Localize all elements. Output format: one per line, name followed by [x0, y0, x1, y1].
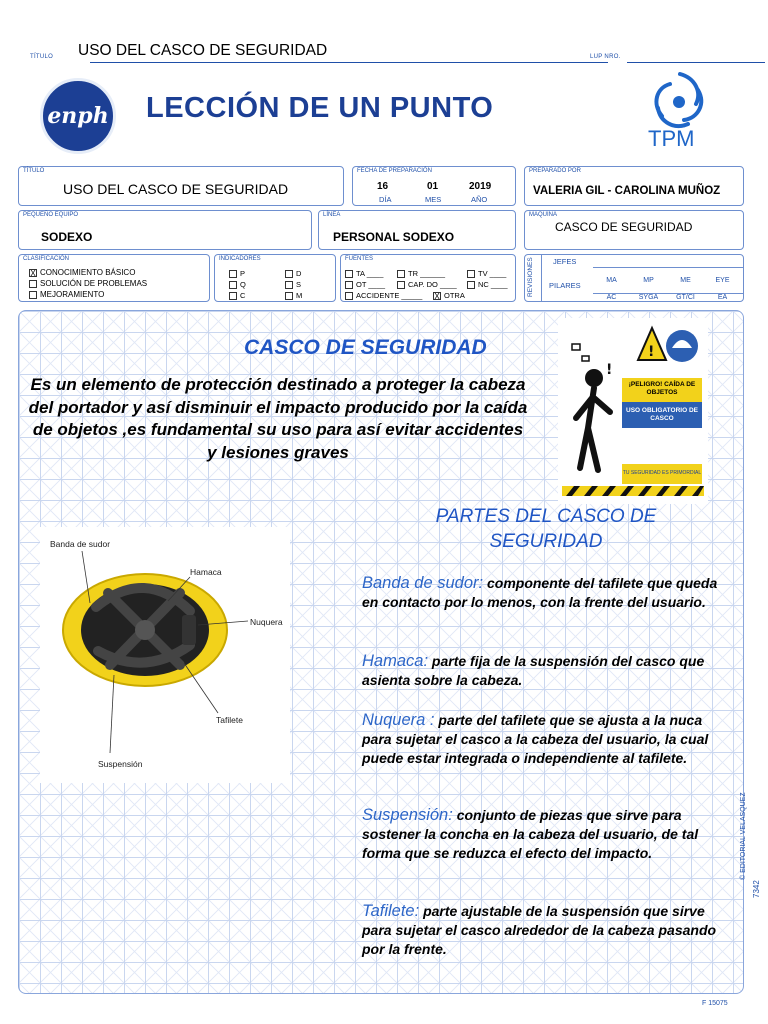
- fuentes-grid: TA ____ TR ______ TV ____ OT ____ CAP. DO ____ NC ____ ACCIDENTE _____ X OTRA: [345, 268, 515, 301]
- fuentes-label: FUENTES: [345, 256, 374, 262]
- fecha-ano: 2019: [469, 181, 492, 192]
- top-title-row: [30, 40, 735, 64]
- checkbox[interactable]: [345, 270, 353, 278]
- checkbox[interactable]: [285, 292, 293, 300]
- equipo-field: [18, 210, 312, 250]
- titulo-underline: [90, 62, 608, 63]
- definition-item: [362, 902, 734, 959]
- tpm-logo: [640, 66, 720, 150]
- rev-top-cell: MA: [606, 277, 617, 284]
- definition-item: [362, 574, 734, 612]
- rev-bottom-cell: SYGA: [638, 294, 659, 301]
- checkbox[interactable]: [229, 281, 237, 289]
- checkbox[interactable]: [397, 270, 405, 278]
- fecha-dia: 16: [377, 181, 389, 192]
- helmet-label-tafilete: Tafilete: [216, 715, 243, 725]
- lup-underline: [627, 62, 765, 63]
- fecha-dia-label: DÍA: [379, 195, 392, 204]
- revisiones-label: REVISIONES: [527, 257, 534, 297]
- clasificacion-field: [18, 254, 210, 302]
- svg-text:!: !: [606, 362, 613, 378]
- clasificacion-item[interactable]: SOLUCIÓN DE PROBLEMAS: [29, 278, 147, 289]
- definition-term: Nuquera :: [362, 711, 435, 729]
- sign-peligro: ¡PELIGRO! CAÍDA DE OBJETOS: [628, 381, 696, 396]
- checkbox[interactable]: [29, 280, 37, 288]
- revisiones-field: [524, 254, 744, 302]
- checkbox[interactable]: [285, 270, 293, 278]
- checkbox[interactable]: [29, 291, 37, 299]
- definition-text: conjunto de piezas que sirve para sostener la concha en la cabeza del usuario, de tal forma que se reduzca el efecto del impacto.: [362, 807, 699, 861]
- checkbox[interactable]: [397, 281, 405, 289]
- rev-bottom-cell: EA: [717, 294, 728, 301]
- definition-term: Banda de sudor:: [362, 574, 484, 592]
- equipo-value: SODEXO: [41, 230, 93, 244]
- helmet-label-nuquera: Nuquera: [250, 617, 283, 627]
- helmet-label-banda: Banda de sudor: [50, 539, 111, 549]
- titulo-top-label: TÍTULO: [30, 54, 54, 60]
- rev-top-cell: EYE: [715, 277, 730, 284]
- definition-item: [362, 711, 734, 768]
- side-code-number: 7342: [752, 880, 761, 898]
- logo-text: enph: [47, 103, 109, 129]
- indicadores-grid: P D Q S C M: [229, 268, 329, 301]
- fecha-label: FECHA DE PREPARACIÓN: [357, 168, 432, 174]
- titulo-value: USO DEL CASCO DE SEGURIDAD: [63, 181, 289, 197]
- checkbox[interactable]: [285, 281, 293, 289]
- checkbox[interactable]: [345, 281, 353, 289]
- casco-title: CASCO DE SEGURIDAD: [244, 336, 487, 359]
- pilares-label: PILARES: [549, 281, 581, 290]
- fuentes-field: [340, 254, 516, 302]
- linea-value: PERSONAL SODEXO: [333, 230, 455, 244]
- rev-top-cell: ME: [680, 277, 691, 284]
- linea-field: [318, 210, 516, 250]
- maquina-label: MAQUINA: [529, 212, 558, 218]
- definition-text: parte fija de la suspensión del casco que asienta sobre la cabeza.: [362, 653, 705, 688]
- clasificacion-item[interactable]: MEJORAMIENTO: [29, 289, 147, 300]
- clasificacion-label: CLASIFICACIÓN: [23, 256, 70, 262]
- titulo-label: TÍTULO: [23, 168, 45, 174]
- lesson-title: LECCIÓN DE UN PUNTO: [146, 92, 494, 124]
- helmet-label-suspension: Suspensión: [98, 759, 143, 769]
- sign-uso: USO OBLIGATORIO DE CASCO: [626, 407, 698, 422]
- indicadores-field: [214, 254, 336, 302]
- company-logo: [40, 78, 116, 154]
- tpm-text: TPM: [648, 126, 695, 151]
- preparado-field: [524, 166, 744, 206]
- definition-term: Hamaca:: [362, 652, 429, 670]
- definition-text: parte del tafilete que se ajusta a la nuca para sujetar el casco a la cabeza del usuario, la cual puede estar integrada o independiente al tafilete.: [362, 712, 709, 766]
- fecha-mes-label: MES: [425, 195, 442, 204]
- checkbox[interactable]: [345, 292, 353, 300]
- equipo-label: PEQUEÑO EQUIPO: [23, 212, 79, 218]
- intro-text: Es un elemento de protección destinado a proteger la cabeza del portador y así disminuir el impacto producido por la caída de objetos ,es fundamental su uso para así evitar accidentes y lesiones graves: [28, 375, 528, 462]
- definition-term: Suspensión:: [362, 806, 453, 824]
- linea-label: LÍNEA: [323, 212, 341, 218]
- form-code: F 15075: [702, 1000, 728, 1007]
- checkbox[interactable]: [467, 270, 475, 278]
- preparado-value: VALERIA GIL - CAROLINA MUÑOZ: [533, 185, 721, 197]
- definition-item: [362, 652, 734, 690]
- indicadores-label: INDICADORES: [219, 256, 261, 262]
- preparado-label: PREPARADO POR: [529, 168, 581, 174]
- svg-text:!: !: [648, 344, 655, 360]
- sign-footer: TU SEGURIDAD ES PRIMORDIAL: [622, 470, 702, 476]
- checkbox[interactable]: [229, 270, 237, 278]
- fecha-mes: 01: [427, 181, 439, 192]
- maquina-value: CASCO DE SEGURIDAD: [555, 220, 693, 234]
- rev-bottom-cell: AC: [606, 294, 617, 301]
- definition-text: parte ajustable de la suspensión que sirve para sujetar el casco alrededor de la cabeza pasando por la frente.: [362, 903, 717, 957]
- rev-top-cell: MP: [643, 277, 654, 284]
- maquina-field: [524, 210, 744, 250]
- checkbox[interactable]: [229, 292, 237, 300]
- clasificacion-list: [29, 267, 147, 300]
- clasificacion-item[interactable]: X CONOCIMIENTO BÁSICO: [30, 268, 136, 278]
- checkbox[interactable]: [467, 281, 475, 289]
- titulo-field: [18, 166, 344, 206]
- definition-text: componente del tafilete que queda en contacto por lo menos, con la frente del usuario.: [362, 575, 718, 610]
- fecha-ano-label: AÑO: [471, 195, 488, 204]
- definition-item: [362, 806, 734, 863]
- jefes-label: JEFES: [553, 257, 577, 266]
- definition-term: Tafilete:: [362, 902, 420, 920]
- helmet-interior-icon: [40, 527, 290, 783]
- fecha-field: [352, 166, 516, 206]
- helmet-diagram: [40, 527, 290, 783]
- partes-title: PARTES DEL CASCO DE SEGURIDAD: [435, 506, 657, 552]
- rev-bottom-cell: GT/CI: [676, 294, 695, 301]
- checkbox[interactable]: X: [434, 292, 440, 302]
- safety-sign: [558, 318, 708, 504]
- helmet-label-hamaca: Hamaca: [190, 567, 222, 577]
- checkbox[interactable]: X: [30, 268, 36, 278]
- titulo-top-value: USO DEL CASCO DE SEGURIDAD: [78, 42, 328, 59]
- lup-label: LUP NRO.: [590, 54, 621, 60]
- side-code-publisher: © EDITORIAL VELASQUEZ: [740, 792, 747, 880]
